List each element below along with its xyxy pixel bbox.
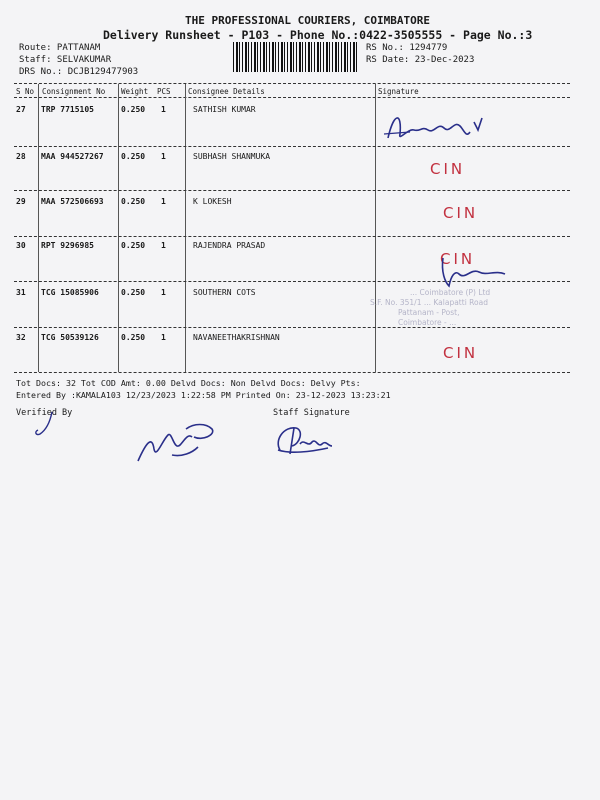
row-weight: 0.250 — [121, 197, 146, 206]
row-pcs: 1 — [161, 105, 166, 114]
totals-line: Tot Docs: 32 Tot COD Amt: 0.00 Delvd Docs: Non Delvd Docs: Delvy Pts: — [16, 378, 361, 388]
row-pcs: 1 — [161, 241, 166, 250]
col-signature: Signature — [378, 87, 419, 96]
staff: Staff: SELVAKUMAR — [19, 55, 112, 65]
col-divider — [118, 84, 119, 372]
header-bottom-rule — [14, 97, 570, 98]
col-weight: Weight — [121, 87, 149, 96]
stamp-line: ... Coimbatore (P) Ltd — [410, 288, 491, 297]
handwritten-signature — [380, 108, 500, 148]
staff-signature-label: Staff Signature — [273, 408, 350, 418]
row-weight: 0.250 — [121, 333, 146, 342]
row-signature: CIN — [443, 204, 479, 222]
row-consignment: MAA 572506693 — [41, 197, 104, 206]
table-top-rule — [14, 83, 570, 84]
row-rule — [14, 327, 570, 328]
row-pcs: 1 — [161, 197, 166, 206]
col-divider — [38, 84, 39, 372]
row-rule — [14, 190, 570, 191]
row-sno: 32 — [16, 333, 26, 342]
company-title: THE PROFESSIONAL COURIERS, COIMBATORE — [185, 14, 431, 27]
row-rule — [14, 236, 570, 237]
entered-by-line: Entered By :KAMALA103 12/23/2023 1:22:58 PM Printed On: 23-12-2023 13:23:21 — [16, 390, 391, 400]
row-sno: 29 — [16, 197, 26, 206]
runsheet-subtitle: Delivery Runsheet - P103 - Phone No.:0422-3505555 - Page No.:3 — [103, 28, 533, 42]
row-weight: 0.250 — [121, 241, 146, 250]
stamp-line: Coimbatore - ... — [398, 318, 457, 327]
row-consignment: TCG 15085906 — [41, 288, 99, 297]
row-pcs: 1 — [161, 288, 166, 297]
row-consignee: SUBHASH SHANMUKA — [193, 152, 271, 161]
stamp-line: S.F. No. 351/1 ... Kalapatti Road — [370, 298, 488, 307]
rs-number: RS No.: 1294779 — [366, 43, 448, 53]
drs-number: DRS No.: DCJB129477903 — [19, 67, 139, 77]
row-pcs: 1 — [161, 152, 166, 161]
row-sno: 27 — [16, 105, 26, 114]
row-consignment: TCG 50539126 — [41, 333, 99, 342]
rs-date: RS Date: 23-Dec-2023 — [366, 55, 475, 65]
table-bottom-rule — [14, 372, 570, 373]
company-stamp — [370, 288, 540, 336]
row-weight: 0.250 — [121, 105, 146, 114]
row-pcs: 1 — [161, 333, 166, 342]
handwritten-signature — [30, 410, 60, 440]
row-sno: 28 — [16, 152, 26, 161]
handwritten-signature — [132, 415, 222, 470]
row-sno: 30 — [16, 241, 26, 250]
handwritten-signature — [435, 252, 515, 292]
row-consignment: MAA 944527267 — [41, 152, 104, 161]
verified-by-label: Verified By — [16, 408, 73, 418]
row-signature: CIN — [430, 160, 466, 178]
row-consignee: NAVANEETHAKRISHNAN — [193, 333, 280, 342]
row-signature: CIN — [440, 250, 476, 268]
row-consignment: RPT 9296985 — [41, 241, 94, 250]
handwritten-signature — [270, 420, 340, 460]
col-consignment: Consignment No — [42, 87, 106, 96]
row-sno: 31 — [16, 288, 26, 297]
route: Route: PATTANAM — [19, 43, 101, 53]
row-weight: 0.250 — [121, 152, 146, 161]
row-consignee: SOUTHERN COTS — [193, 288, 256, 297]
row-consignment: TRP 7715105 — [41, 105, 94, 114]
row-consignee: RAJENDRA PRASAD — [193, 241, 266, 250]
row-consignee: SATHISH KUMAR — [193, 105, 256, 114]
col-divider — [185, 84, 186, 372]
row-signature: CIN — [443, 344, 479, 362]
row-weight: 0.250 — [121, 288, 146, 297]
col-pcs: PCS — [157, 87, 171, 96]
row-consignee: K LOKESH — [193, 197, 232, 206]
barcode — [233, 42, 358, 72]
col-consignee: Consignee Details — [188, 87, 265, 96]
col-sno: S No — [16, 87, 35, 96]
stamp-line: Pattanam - Post, — [398, 308, 460, 317]
